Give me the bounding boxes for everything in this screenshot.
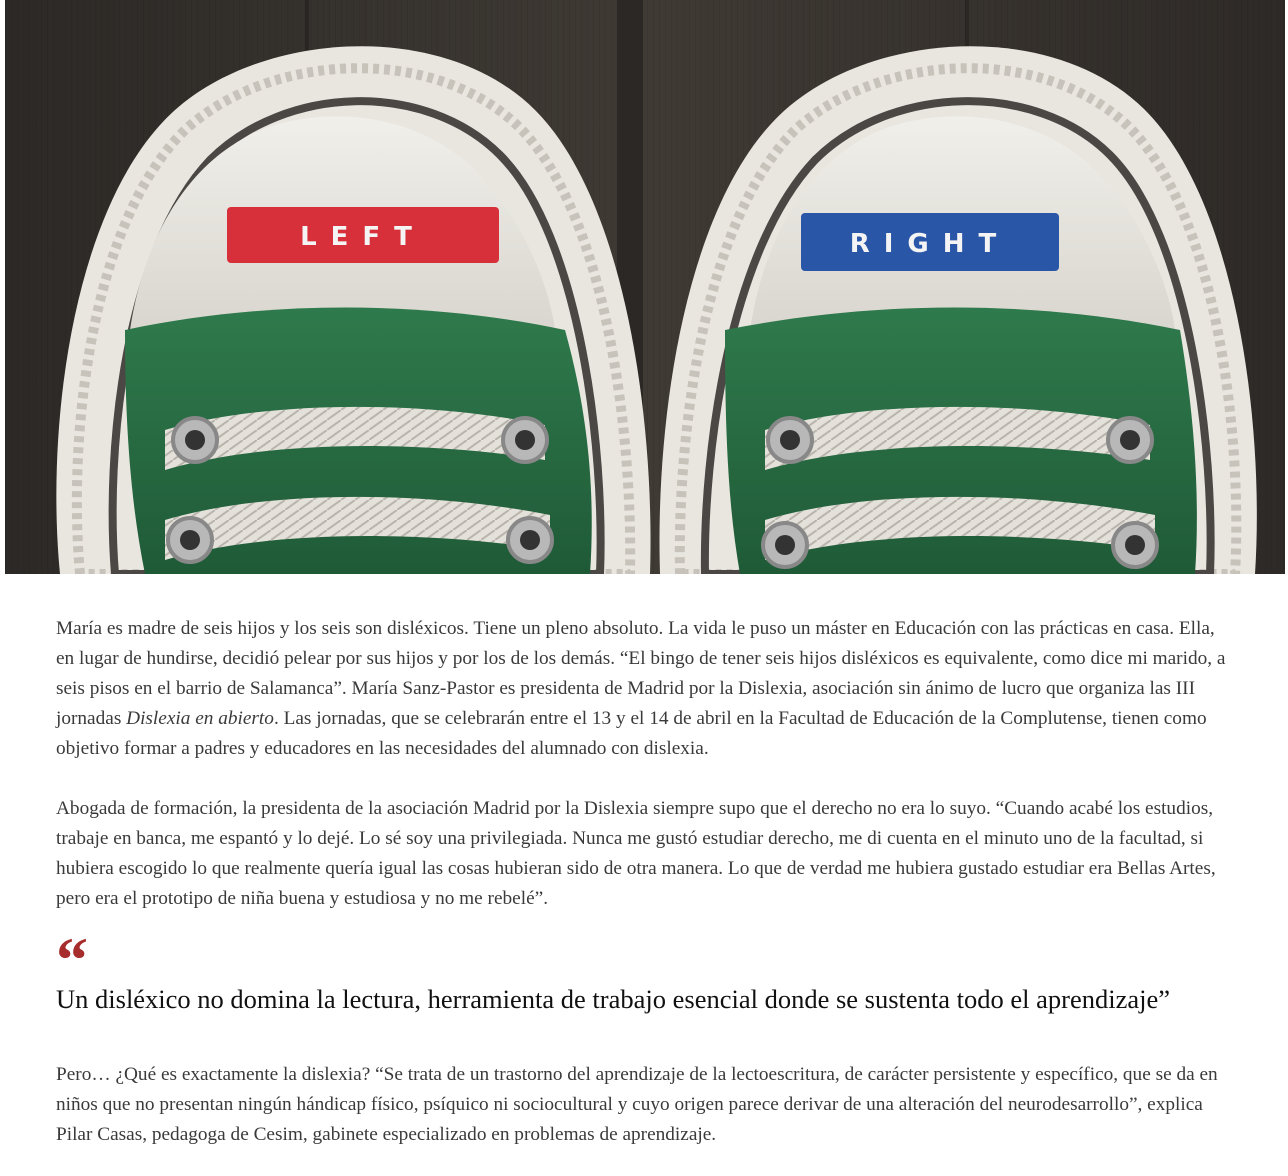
paragraph-1-text: María es madre de seis hijos y los seis son disléxicos. Tiene un pleno absoluto. La vida le puso un máster en Educación con las prácticas en casa. Ella, en lugar de hundirse, decidió pelear por sus hijos y por los de los demás. “El bingo de tener seis hijos disléxicos es equivalente, como dice mi marido, a seis pisos en el barrio de Salamanca”. María Sanz-Pastor es presidenta de Madrid por la Dislexia, asociación sin ánimo de lucro que organiza las III jornadas	[56, 618, 1226, 729]
article-body	[56, 614, 1236, 1150]
paragraph-1-text-end: . Las jornadas, que se celebrarán entre el 13 y el 14 de abril en la Facultad de Educación de la Complutense, tienen como objetivo formar a padres y educadores en las necesidades del alumnado con dislexia.	[56, 708, 1207, 759]
hero-image	[5, 0, 1285, 574]
article-paragraph-3: Pero… ¿Qué es exactamente la dislexia? “Se trata de un trastorno del aprendizaje de la lectoescritura, de carácter persistente y específico, que se da en niños que no presentan ningún hándicap físico, psíquico ni sociocultural y cuyo origen parece derivar de una alteración del neurodesarrollo”, explica Pilar Casas, pedagoga de Cesim, gabinete especializado en problemas de aprendizaje.	[56, 1064, 1218, 1145]
left-tag-label: LEFT	[300, 222, 426, 252]
right-tag-label: RIGHT	[849, 229, 1011, 259]
event-name: Dislexia en abierto	[126, 708, 274, 729]
pullquote-text: Un disléxico no domina la lectura, herramienta de trabajo esencial donde se sustenta todo el aprendizaje”	[56, 984, 1171, 1014]
article-paragraph-2: Abogada de formación, la presidenta de la asociación Madrid por la Dislexia siempre supo que el derecho no era lo suyo. “Cuando acabé los estudios, trabaje en banca, me espantó y lo dejé. Lo sé soy una privilegiada. Nunca me gustó estudiar derecho, me di cuenta en el minuto uno de la facultad, si hubiera escogido lo que realmente quería igual las cosas hubieran sido de otra manera. Lo que de verdad me hubiera gustado estudiar era Bellas Artes, pero era el prototipo de niña buena y estudiosa y no me rebelé”.	[56, 798, 1216, 909]
article-paragraph-1	[56, 614, 1236, 764]
pullquote-mark: “	[56, 928, 88, 972]
sneakers-illustration	[5, 0, 1285, 574]
